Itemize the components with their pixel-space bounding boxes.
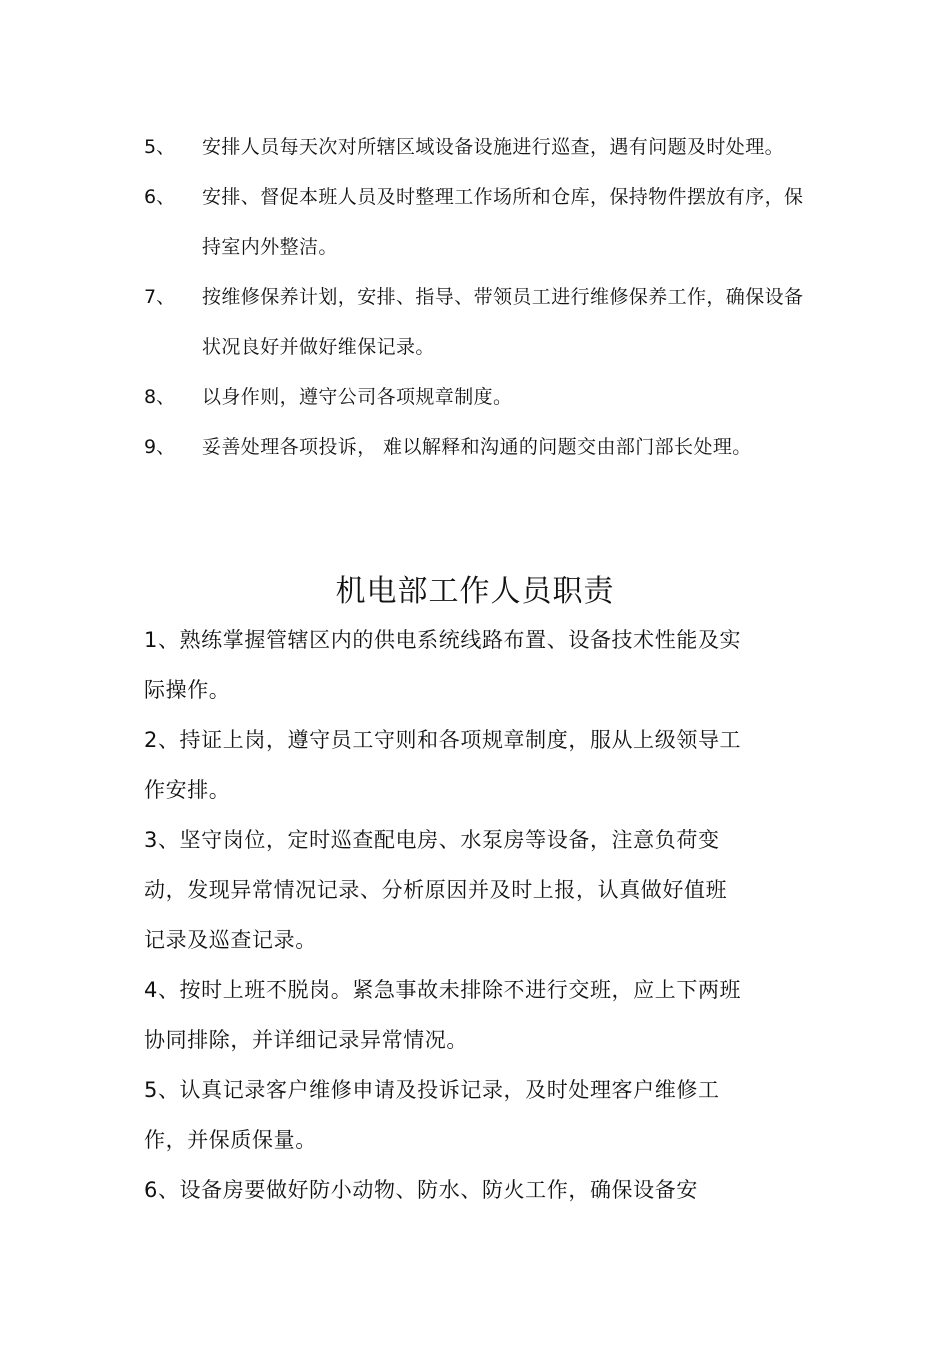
list-item: 4、按时上班不脱岗。紧急事故未排除不进行交班，应上下两班协同排除，并详细记录异常情况。 (144, 978, 742, 1052)
list-item: 2、持证上岗，遵守员工守则和各项规章制度，服从上级领导工作安排。 (144, 728, 742, 802)
list-item (144, 172, 804, 272)
list-item (144, 422, 804, 472)
list-item: 5、认真记录客户维修申请及投诉记录，及时处理客户维修工作，并保质保量。 (144, 1078, 720, 1152)
item-number: 7、 (144, 286, 176, 308)
staff-duties-list (144, 615, 744, 1215)
section-title: 机电部工作人员职责 (335, 574, 615, 609)
item-text: 妥善处理各项投诉， 难以解释和沟通的问题交由部门部长处理。 (202, 436, 752, 458)
supervisor-duties-list (144, 122, 804, 472)
list-item (144, 272, 804, 372)
item-number: 8、 (144, 386, 176, 408)
list-item: 3、坚守岗位，定时巡查配电房、水泵房等设备，注意负荷变动，发现异常情况记录、分析原因并及时上报，认真做好值班记录及巡查记录。 (144, 828, 728, 952)
list-item: 6、设备房要做好防小动物、防水、防火工作，确保设备安 (144, 1178, 698, 1202)
item-number: 5、 (144, 136, 176, 158)
list-item: 1、熟练掌握管辖区内的供电系统线路布置、设备技术性能及实际操作。 (144, 628, 742, 702)
item-number: 9、 (144, 436, 176, 458)
list-item (144, 372, 804, 422)
item-text: 按维修保养计划，安排、指导、带领员工进行维修保养工作，确保设备状况良好并做好维保记录。 (202, 286, 804, 358)
item-number: 6、 (144, 186, 176, 208)
item-text: 安排、督促本班人员及时整理工作场所和仓库，保持物件摆放有序，保持室内外整洁。 (202, 186, 804, 258)
item-text: 以身作则，遵守公司各项规章制度。 (202, 386, 513, 408)
list-item (144, 122, 804, 172)
item-text: 安排人员每天次对所辖区域设备设施进行巡查，遇有问题及时处理。 (202, 136, 785, 158)
